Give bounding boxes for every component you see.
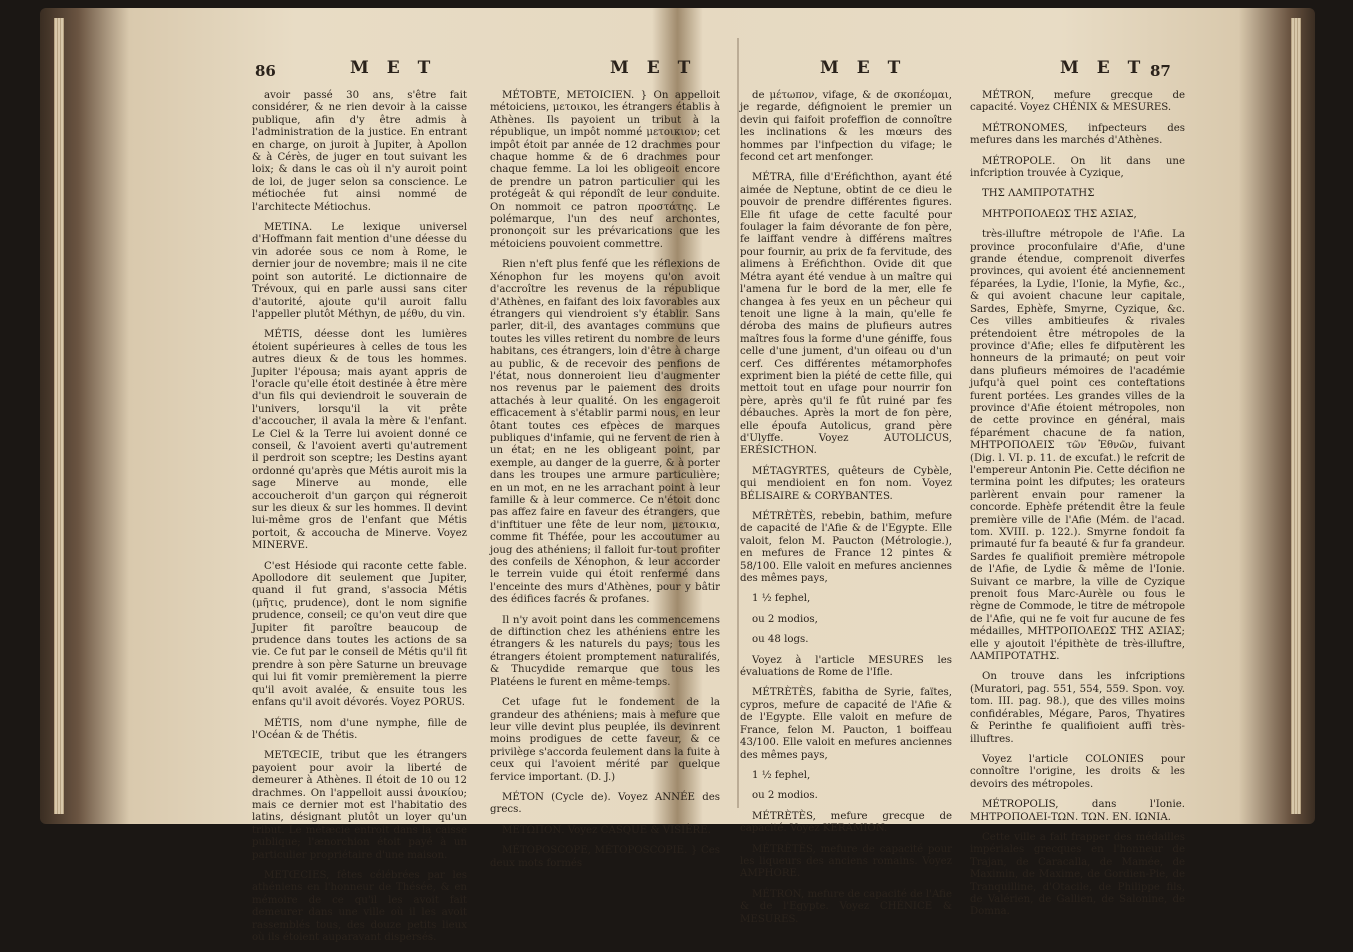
entry-paragraph: ΜΗΤΡΟΠΟΛΕΩΣ ΤΗΣ ΑΣΙΑΣ,	[982, 208, 1137, 220]
entry-paragraph: MÉTRÈTÈS, mefure de capacité pour les liqueurs des anciens romains. Voyez AMPHORE.	[740, 843, 952, 880]
entry-paragraph: ou 2 modios.	[752, 790, 818, 802]
entry-paragraph: MÉTRÈTÈS, rebebin, bathim, mefure de capacité de l'Afie & de l'Egypte. Elle valoit, felon M. Paucton (Métrologie.), en mefures de France 12 pintes & 58/100. Elle valoit en mefures anciennes des mêmes pays,	[740, 511, 952, 585]
entry-paragraph: MÉTRÈTÈS, mefure grecque de capacité. Voyez KERAMION.	[740, 810, 952, 835]
entry-paragraph: MÉTROPOLE. On lit dans une infcription trouvée à Cyzique,	[970, 155, 1185, 180]
right-page-column-2	[970, 90, 1185, 927]
entry-paragraph: METINA. Le lexique universel d'Hoffmann fait mention d'une déesse du vin adorée sous ce nom à Rome, le dernier jour de novembre; mais il ne cite point son autorité. Le dictionnaire de Trévoux, qui en parle aussi sans citer d'autorité, ajoute qu'il auroit fallu l'appeller plutôt Méthyn, de μέθυ, du vin.	[252, 222, 467, 320]
entry-paragraph: Voyez l'article COLONIES pour connoître l'origine, les droits & les devoirs des métropoles.	[970, 753, 1185, 790]
entry-paragraph: MÉTROPOLIS, dans l'Ionie. ΜΗΤΡΟΠΟΛΕΙ-ΤΩΝ. ΤΩΝ. ΕΝ. ΙΩΝΙΑ.	[970, 799, 1185, 823]
entry-paragraph: de μέτωπον, vifage, & de σκοπέομαι, je regarde, défignoient le premier un devin qui faifoit profeffion de connoître les inclinations & les mœurs des hommes par l'infpection du vifage; le fecond cet art menfonger.	[740, 90, 952, 164]
book-gutter	[737, 38, 739, 808]
entry-paragraph: MÉTRON, mefure de capacité de l'Afie & de l'Egypte. Voyez CHÉNICE & MESURES.	[740, 888, 952, 925]
entry-paragraph: MÉTOPOSCOPE, MÉTOPOSCOPIE. } Ces deux mots formés	[490, 845, 720, 869]
entry-paragraph: METŒCIES, fêtes célébrées par les athéniens en l'honneur de Thésée, & en mémoire de ce qu'il les avoit fait demeurer dans une ville où il les avoit rassemblés tous, des douze petits lieux où ils étoient auparavant dispersés.	[252, 869, 467, 943]
entry-paragraph: MÉTIS, déesse dont les lumières étoient supérieures à celles de tous les autres dieux & de tous les hommes. Jupiter l'épousa; mais ayant appris de l'oracle qu'elle étoit destinée à être mère d'un fils qui deviendroit le souverain de l'univers, lorsqu'il la vit prête d'accoucher, il avala la mère & l'enfant. Le Ciel & la Terre lui avoient donné ce conseil, & l'avoient averti qu'autrement il perdroit son sceptre; les Destins ayant ordonné qu'après que Métis auroit mis la sage Minerve au monde, elle accoucheroit d'un garçon qui régneroit sur les dieux & sur les hommes. Il devint lui-même gros de l'enfant que Métis portoit, & accoucha de Minerve. Voyez MINERVE.	[252, 329, 467, 552]
entry-paragraph: MÉTIS, nom d'une nymphe, fille de l'Océan & de Thétis.	[252, 717, 467, 741]
left-page-number: 86	[255, 62, 276, 80]
left-page-column-1	[252, 90, 467, 952]
entry-paragraph: MÉTRA, fille d'Eréfichthon, ayant été aimée de Neptune, obtint de ce dieu le pouvoir de prendre différentes figures. Elle fit ufage de cette faculté pour foulager la faim dévorante de fon père, fe laiffant vendre à différens maîtres pour fournir, au prix de fa fervitude, des alimens à Eréfichthon. Ovide dit que Métra ayant été vendue à un maître qui l'amena fur le bord de la mer, elle fe changea à fes yeux en un pêcheur qui tenoit une ligne à la main, qu'elle fe déroba des mains de plufieurs autres maîtres fous la forme d'une géniffe, fous celle d'une jument, d'un oifeau ou d'un cerf. Ces différentes métamorphofes expriment bien la piété de cette fille, qui mettoit tout en ufage pour nourrir fon père, après qu'il fe fût ruiné par fes débauches. Après la mort de fon père, elle époufa Autolicus, grand père d'Ulyffe. Voyez AUTOLICUS, ERÉSICTHON.	[740, 172, 952, 457]
entry-paragraph: ou 2 modios,	[752, 613, 818, 625]
entry-paragraph: On trouve dans les infcriptions (Muratori, pag. 551, 554, 559. Spon. voy. tom. III. pag. 98.), que des villes moins confidérables, Mégare, Paros, Thyatires & Perinthe fe qualifioient auffi très-illuftres.	[970, 671, 1185, 745]
entry-paragraph: 1 ½ fephel,	[752, 593, 811, 605]
right-page-number: 87	[1150, 62, 1171, 80]
entry-paragraph: Cette ville a fait frapper des médailles impériales grecques en l'honneur de Trajan, de Caracalla, de Mamée, de Maximin, de Maxime, de Gordien-Pie, de Tranquilline, d'Otacile, de Philippe fils, de Valérien, de Gallien, de Salonine, de Domna.	[970, 831, 1185, 918]
entry-paragraph: MÉTRONOMES, infpecteurs des mefures dans les marchés d'Athènes.	[970, 122, 1185, 147]
left-running-title-2: M E T	[610, 58, 697, 78]
left-running-head	[190, 58, 735, 88]
right-running-title-left: M E T	[820, 58, 907, 78]
entry-paragraph: C'est Hésiode qui raconte cette fable. Apollodore dit seulement que Jupiter, quand il fut grand, s'associa Métis (μῆτις, prudence), dont le nom signifie prudence, conseil; ce qu'on veut dire que Jupiter fit paroître beaucoup de prudence dans toutes les actions de sa vie. Ce fut par le conseil de Métis qu'il fit prendre à son père Saturne un breuvage qui lui fit vomir premièrement la pierre qu'il avoit avalée, & ensuite tous les enfans qu'il avoit dévorés. Voyez PORUS.	[252, 560, 467, 709]
left-page-column-2	[490, 90, 720, 878]
entry-paragraph: METŒCIE, tribut que les étrangers payoient pour avoir la liberté de demeurer à Athènes. Il étoit de 10 ou 12 drachmes. On l'appelloit aussi ἀνοικίου; mais ce dernier mot est l'habitatio des latins, désignant plutôt un loyer qu'un tribut. Le métæcie entroit dans la caisse publique; l'ænorchion étoit payé à un particulier propriétaire d'une maison.	[252, 750, 467, 861]
entry-paragraph: MÉTAGYRTES, quêteurs de Cybèle, qui mendioient en fon nom. Voyez BÉLISAIRE & CORYBANTES.	[740, 465, 952, 502]
right-running-title: M E T	[1060, 58, 1147, 78]
entry-paragraph: Cet ufage fut le fondement de la grandeur des athéniens; mais à mefure que leur ville devint plus peuplée, ils devinrent moins prodigues de cette faveur, & ce privilège s'accorda feulement dans la fuite à ceux qui l'avoient mérité par quelque fervice important. (D. J.)	[490, 697, 720, 783]
entry-paragraph: Voyez à l'article MESURES les évaluations de Rome de l'Ifle.	[740, 654, 952, 679]
page-edges-right	[1291, 18, 1301, 814]
page-edges-left	[54, 18, 64, 814]
entry-paragraph: METΩΠΟΝ. Voyez CASQUE & VISIÈRE.	[502, 824, 711, 836]
right-page-column-1	[740, 90, 952, 934]
entry-paragraph: Rien n'eft plus fenfé que les réflexions de Xénophon fur les moyens qu'on avoit d'accroître les revenus de la république d'Athènes, en faifant des loix favorables aux étrangers qui viendroient s'y établir. Sans parler, dit-il, des avantages communs que toutes les villes retirent du nombre de leurs habitans, ces étrangers, loin d'être à charge au public, & de recevoir des penfions de l'état, nous donneroient lieu d'augmenter nos revenus par le paiement des droits attachés à leur qualité. On les engageroit efficacement à s'établir parmi nous, en leur ôtant toutes ces efpèces de marques publiques d'infamie, qui ne fervent de rien à un état; en ne les obligeant point, par exemple, au danger de la guerre, & à porter dans les troupes une armure particulière; en un mot, en ne les arrachant point à leur famille & à leur commerce. Ce n'étoit donc pas affez faire en faveur des étrangers, que d'inftituer une fête de leur nom, μετοικια, comme fit Théfée, pour les accoutumer au joug des athéniens; il falloit fur-tout profiter des confeils de Xénophon, & leur accorder le terrein vuide qui étoit renfermé dans l'enceinte des murs d'Athènes, pour y bâtir des édifices facrés & profanes.	[490, 259, 720, 606]
right-running-head	[740, 58, 1210, 88]
open-book	[40, 8, 1315, 943]
entry-paragraph: MÉTON (Cycle de). Voyez ANNÉE des grecs.	[490, 791, 720, 816]
entry-paragraph: MÉTRON, mefure grecque de capacité. Voyez CHÉNIX & MESURES.	[970, 90, 1185, 114]
entry-paragraph: MÉTRÈTÈS, fabitha de Syrie, faïtes, cypros, mefure de capacité de l'Afie & de l'Egypte. Elle valoit en mefure de France, felon M. Paucton, 1 boiffeau 43/100. Elle valoit en mefures anciennes des mêmes pays,	[740, 687, 952, 761]
entry-paragraph: avoir passé 30 ans, s'être fait considérer, & ne rien devoir à la caisse publique, afin d'y être admis à l'administration de la justice. En entrant en charge, on juroit à Jupiter, à Apollon & à Cérès, de juger en tout suivant les loix; & dans le cas où il n'y auroit point de loi, de juger selon sa conscience. Le métiochée fut ainsi nommé de l'architecte Métiochus.	[252, 90, 467, 213]
entry-paragraph: ΤΗΣ ΛΑΜΠΡΟΤΑΤΗΣ	[982, 188, 1095, 200]
entry-paragraph: très-illuftre métropole de l'Afie. La province proconfulaire d'Afie, d'une grande étendue, comprenoit diverfes provinces, qui avoient été anciennement féparées, la Lydie, l'Ionie, la Myfie, &c., & qui avoient chacune leur capitale, Sardes, Ephèfe, Smyrne, Cyzique, &c. Ces villes ambitieufes & rivales prétendoient être métropoles de la province d'Afie; elles fe difputèrent les honneurs de la primauté; on peut voir dans plufieurs mémoires de l'académie jufqu'à quel point ces conteftations furent portées. Les grandes villes de la province d'Afie étoient métropoles, non de cette province en général, mais féparément chacune de fa nation, ΜΗΤΡΟΠΟΛΕΙΣ τῶν Ἐθνῶν, fuivant (Dig. l. VI. p. 11. de excufat.) le refcrit de l'empereur Antonin Pie. Cette décifion ne termina point les difputes; les orateurs parlèrent envain pour ramener la concorde. Ephèfe prétendit être la feule première ville de l'Afie (Mém. de l'acad. tom. XVIII. p. 122.). Smyrne fondoit fa primauté fur fa beauté & fur fa grandeur. Sardes fe qualifioit première métropole de l'Afie, de Lydie & même de l'Ionie. Suivant ce marbre, la ville de Cyzique prenoit fous Marc-Aurèle ou fous le règne de Commode, le titre de métropole de l'Afie, qui ne fe voit fur aucune de fes médailles, ΜΗΤΡΟΠΟΛΕΩΣ ΤΗΣ ΑΣΙΑΣ; elle y ajoutoit l'épithète de très-illuftre, ΛΑΜΠΡΟΤΑΤΗΣ.	[970, 229, 1185, 663]
entry-paragraph: MÉTOBTE, METOICIEN. } On appelloit métoiciens, μετοικοι, les étrangers établis à Athènes. Ils payoient un tribut à la république, un impôt nommé μετοικιον; cet impôt étoit par année de 12 drachmes pour chaque homme & de 6 drachmes pour chaque femme. La loi les obligeoit encore de prendre un patron particulier qui les protégeât & qui répondît de leur conduite. On nommoit ce patron προστάτης. Le polémarque, l'un des neuf archontes, prononçoit sur les prévarications que les métoiciens pouvoient commettre.	[490, 90, 720, 250]
entry-paragraph: ou 48 logs.	[752, 634, 809, 646]
entry-paragraph: Il n'y avoit point dans les commencemens de diftinction chez les athéniens entre les étrangers & les naturels du pays; tous les étrangers étoient promptement naturalifés, & Thucydide remarque que tous les Platéens le furent en même-temps.	[490, 614, 720, 688]
left-running-title: M E T	[350, 58, 437, 78]
left-page	[190, 22, 735, 943]
right-page	[740, 22, 1210, 925]
entry-paragraph: 1 ½ fephel,	[752, 769, 811, 781]
